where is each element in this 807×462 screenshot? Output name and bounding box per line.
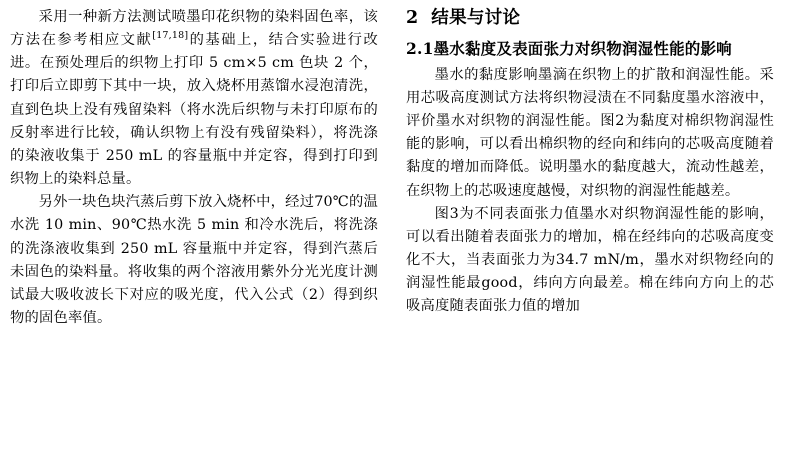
- section-number: 2: [406, 8, 419, 28]
- paragraph-part-before-reference: 采用一种新方法测试喷墨印花织物的染料固色率，该方法在参考相应文献: [10, 9, 378, 49]
- section-title-text: 结果与讨论: [431, 8, 521, 28]
- paragraph-surface-tension-effect: 图3为不同表面张力值墨水对织物润湿性能的影响，可以看出随着表面张力的增加，棉在经纬向的芯吸高度变化不大，当表面张力为34.7 mN/m，墨水对织物经向的润湿性能最good，纬向方向最差。棉在纬向方向上的芯吸高度随表面张力值的增加: [406, 205, 774, 315]
- paragraph-fixation-rate-method: [10, 6, 378, 191]
- paragraph-viscosity-effect: 墨水的黏度影响墨滴在织物上的扩散和润湿性能。采用芯吸高度测试方法将织物浸渍在不同黏度墨水溶液中，评价墨水对织物的润湿性能。图2为黏度对棉织物润湿性能的影响，可以看出棉织物的经向和纬向的芯吸高度随着黏度的增加而降低。说明墨水的黏度越大，流动性越差，在织物上的芯吸速度越慢，对织物的润湿性能越差。: [406, 66, 774, 199]
- right-text-column: [406, 6, 774, 462]
- subsection-heading: [406, 37, 774, 60]
- subsection-number: 2.1: [406, 38, 434, 58]
- paragraph-steaming-washing-method: 另外一块色块汽蒸后剪下放入烧杯中，经过70℃的温水洗 10 min、90℃热水洗 5 min 和冷水洗后，将洗涤的洗涤液收集到 250 mL 容量瓶中并定容，得到汽蒸后未固色的染料量。将收集的两个溶液用紫外分光光度计测试最大吸收波长下对应的吸光度，代入公式（2）得到织物的固色率值。: [10, 194, 378, 327]
- left-text-column: [10, 6, 378, 462]
- paragraph-part-after-reference: 的基础上，结合实验进行改进。在预处理后的织物上打印 5 cm×5 cm 色块 2 个，打印后立即剪下其中一块，放入烧杯用蒸馏水浸泡清洗，直到色块上没有残留染料（将水洗后织物与未打印原布的反射率进行比较，确认织物上有没有残留染料），将洗涤的染液收集于 250 mL 的容量瓶中并定容，得到打印到织物上的染料总量。: [10, 32, 378, 188]
- subsection-title-text: 墨水黏度及表面张力对织物润湿性能的影响: [433, 38, 732, 58]
- section-heading: [406, 6, 774, 31]
- citation-marker: [17,18]: [152, 30, 189, 42]
